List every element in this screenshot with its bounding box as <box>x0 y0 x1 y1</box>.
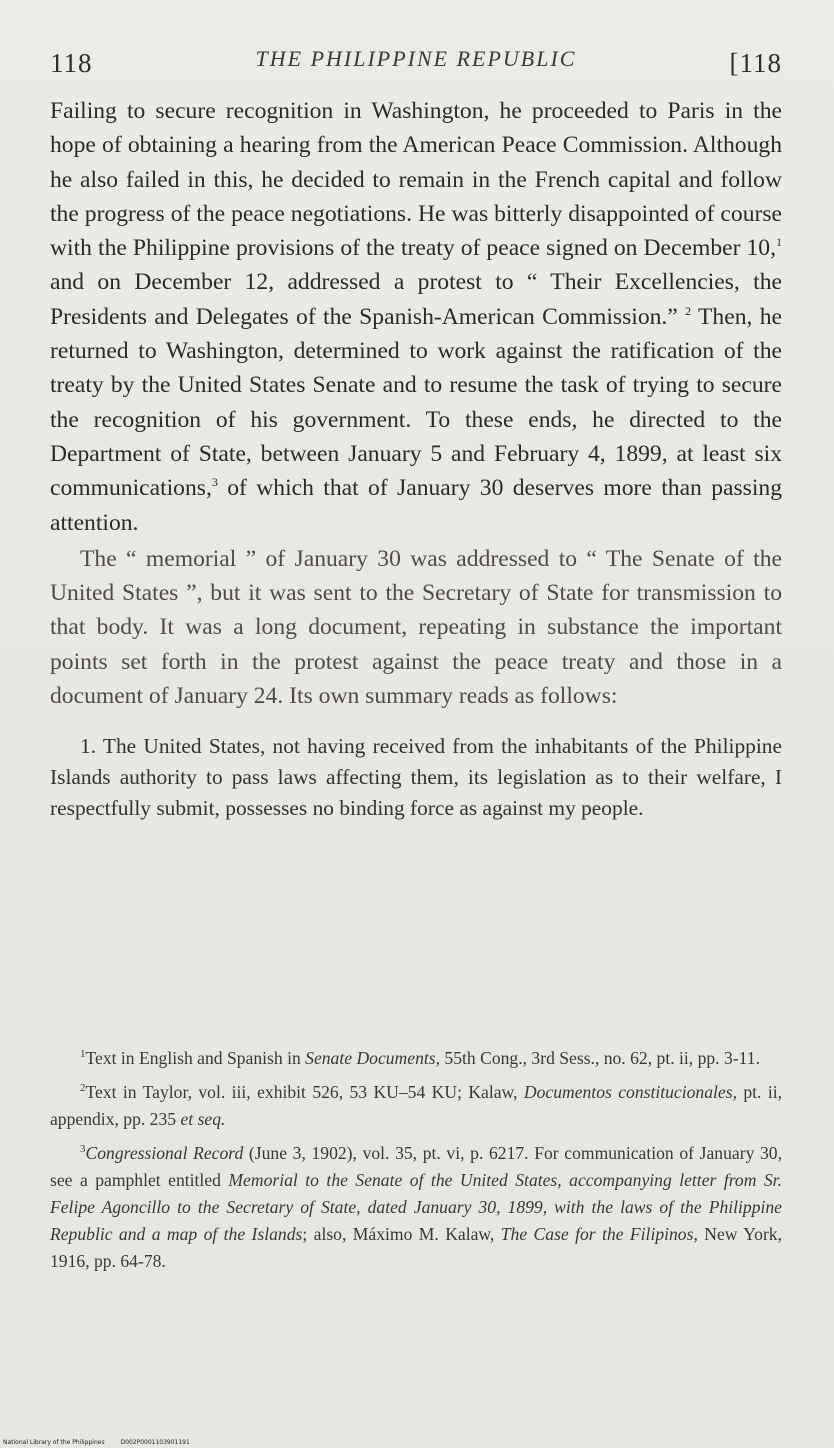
watermark-library: National Library of the Philippines <box>3 1439 105 1446</box>
main-text <box>50 94 782 846</box>
watermark-id: D002P0001103901191 <box>120 1439 190 1446</box>
paragraph-2: The “ memorial ” of January 30 was addressed to “ The Senate of the United States ”, but it was sent to the Secretary of State for transmission to that body. It was a long document, repeating in substance the important points set forth in the protest against the peace treaty and those in a document of January 24. Its own summary reads as follows: <box>50 545 782 710</box>
page-number: 118 <box>50 48 93 78</box>
scan-watermark <box>3 1439 204 1446</box>
footnote-ref-1: 1 <box>776 235 782 250</box>
paragraph-1: Failing to secure recognition in Washington, he proceeded to Paris in the hope of obtaining a hearing from the American Peace Commission. Although he also failed in this, he decided to remain in the French capital and follow the progress of the peace negotiations. He was bitterly disappointed of course with the Philippine provisions of the treaty of peace signed on December 10,$^1$ and on December 12, addressed a protest to “ Their Excellencies, the Presidents and Delegates of the Spanish-American Commission.” $^2$ Then, he returned to Washington, determined to work against the ratification of the treaty by the United States Senate and to resume the task of trying to secure the recognition of his government. To these ends, he directed to the Department of State, between January 5 and February 4, 1899, at least six communications,$^3$ of which that of January 30 deserves more than passing attention. <box>50 98 782 536</box>
footnote-ref-3: 3 <box>211 475 218 490</box>
footnotes <box>50 1045 782 1282</box>
footnote-ref-2: 2 <box>685 303 692 318</box>
running-title: THE PHILIPPINE REPUBLIC <box>255 46 577 71</box>
footnote-2: $^2$Text in Taylor, vol. iii, exhibit 526, 53 KU–54 KU; Kalaw, Documentos constitucionales, pt. ii, appendix, pp. 235 et seq. <box>50 1082 782 1129</box>
block-quote: 1. The United States, not having received from the inhabitants of the Philippine Islands authority to pass laws affecting them, its legislation as to their welfare, I respectfully submit, possesses no binding force as against my people. <box>50 734 782 821</box>
footnote-1: $^1$Text in English and Spanish in Senate Documents, 55th Cong., 3rd Sess., no. 62, pt. ii, pp. 3-11. <box>80 1048 760 1068</box>
running-header <box>50 42 782 82</box>
footnote-3: $^3$Congressional Record (June 3, 1902), vol. 35, pt. vi, p. 6217. For communication of January 30, see a pamphlet entitled Memorial to the Senate of the United States, accompanying letter from Sr. Felipe Agoncillo to the Secretary of State, dated January 30, 1899, with the laws of the Philippine Republic and a map of the Islands; also, Máximo M. Kalaw, The Case for the Filipinos, New York, 1916, pp. 64-78. <box>50 1143 782 1271</box>
bracket-page-number: [118 <box>729 48 782 78</box>
